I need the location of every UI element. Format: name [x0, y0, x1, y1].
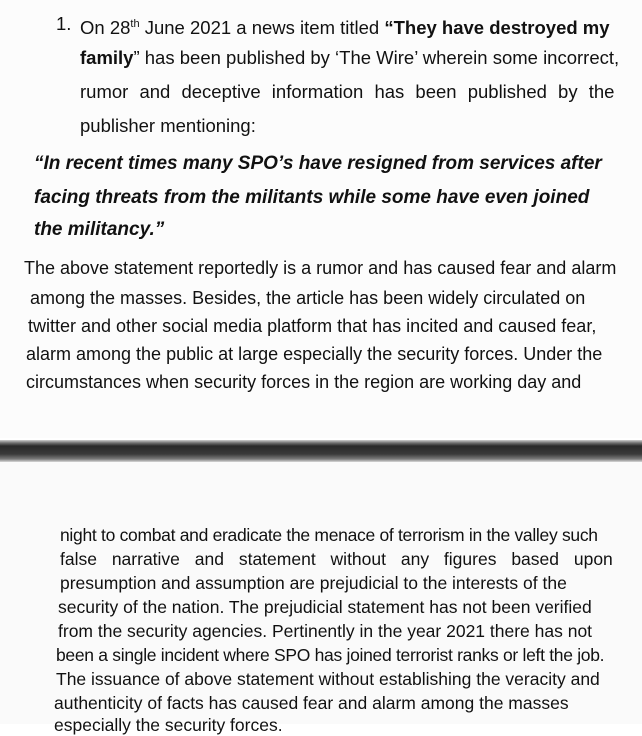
list-item-number: 1.	[56, 13, 72, 34]
bottom-line-5: from the security agencies. Pertinently in the year 2021 there has not	[58, 621, 593, 641]
quote-line-2: facing threats from the militants while some have even joined	[34, 187, 590, 208]
page-separator	[0, 440, 642, 462]
paragraph-2-line-3: twitter and other social media platform that has incited and caused fear,	[28, 316, 597, 336]
paragraph-1-line-4: publisher mentioning:	[80, 115, 256, 136]
article-title-part-1: “They have destroyed my	[384, 17, 610, 39]
date-superscript: th	[130, 18, 140, 30]
paragraph-1-line-2	[80, 46, 619, 70]
paragraph-1-line-1	[80, 12, 610, 40]
bottom-line-3: presumption and assumption are prejudicial to the interests of the	[60, 573, 567, 593]
paragraph-2-line-2: among the masses. Besides, the article has been widely circulated on	[30, 288, 586, 308]
bottom-line-1: night to combat and eradicate the menace of terrorism in the valley such	[60, 525, 598, 545]
quote-line-1: “In recent times many SPO’s have resigned from services after	[34, 153, 602, 174]
quote-line-3: the militancy.”	[34, 219, 165, 240]
document-page-bottom	[0, 462, 642, 735]
paragraph-1-line-3: rumor and deceptive information has been published by the	[80, 81, 615, 102]
bottom-line-8: authenticity of facts has caused fear and alarm among the masses	[54, 693, 569, 713]
bottom-line-6: been a single incident where SPO has joined terrorist ranks or left the job.	[56, 645, 605, 665]
paragraph-2-line-4: alarm among the public at large especially the security forces. Under the	[26, 344, 603, 364]
bottom-line-2: false narrative and statement without any figures based upon	[60, 549, 613, 569]
text-span: ” has been published by ‘The Wire’ wherein some incorrect,	[133, 47, 620, 68]
text-span: June 2021 a news item titled	[139, 17, 385, 39]
bottom-line-9: especially the security forces.	[54, 715, 283, 735]
bottom-line-4: security of the nation. The prejudicial statement has not been verified	[58, 597, 592, 617]
paragraph-2-line-1: The above statement reportedly is a rumor and has caused fear and alarm	[24, 258, 617, 278]
bottom-line-7: The issuance of above statement without establishing the veracity and	[56, 669, 600, 689]
article-title-part-2: family	[80, 47, 134, 68]
paragraph-2-line-5: circumstances when security forces in the region are working day and	[26, 372, 582, 392]
date-text: On 28	[80, 17, 131, 39]
